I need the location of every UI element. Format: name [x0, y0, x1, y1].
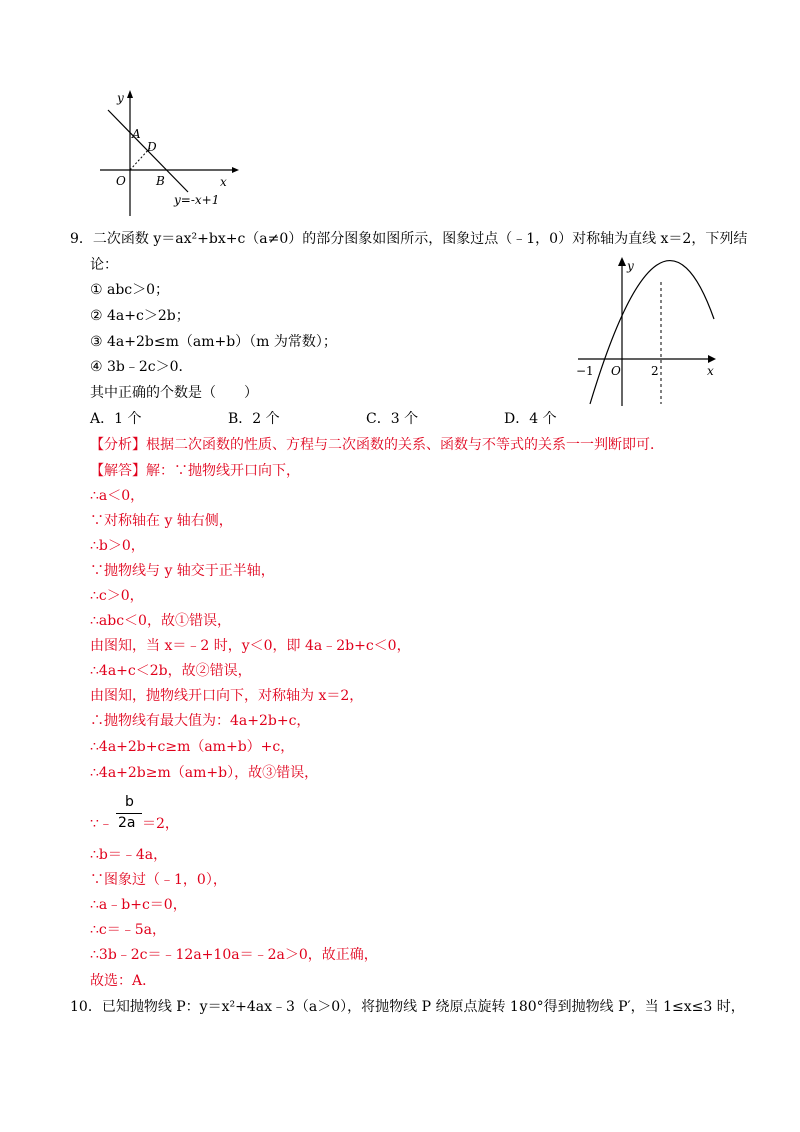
solution-line: ∵抛物线与 y 轴交于正半轴，	[90, 563, 275, 579]
q9-question: 其中正确的个数是（ ）	[90, 385, 258, 401]
q9-minus1-label: −1	[576, 364, 594, 378]
fig8-x-arrow	[232, 167, 239, 173]
q9-x-arrow	[708, 355, 716, 363]
q9-y-arrow	[618, 257, 626, 266]
solution-fraction-denominator: 2a	[118, 815, 136, 831]
solution-line: ∴3b﹣2c＝﹣12a+10a＝﹣2a＞0，故正确，	[90, 947, 378, 963]
q9-option-d: D．4 个	[504, 411, 557, 427]
solution-line: ∴抛物线有最大值为：4a+2b+c，	[90, 713, 311, 729]
solution-line: ∴c＝﹣5a，	[90, 922, 167, 938]
solution-line: ∴c＞0，	[90, 588, 144, 604]
q9-x-label: x	[707, 364, 714, 378]
fig8-d-label: D	[147, 140, 157, 154]
fig8-line-label: y=-x+1	[174, 193, 220, 207]
q9-origin-label: O	[611, 364, 621, 378]
solution-analysis: 【分析】根据二次函数的性质、方程与二次函数的关系、函数与不等式的关系一一判断即可．	[90, 437, 664, 453]
q9-option-c: C．3 个	[366, 411, 419, 427]
fig8-a-label: A	[132, 127, 141, 141]
fig8-y-arrow	[127, 90, 133, 98]
solution-fraction-numerator: b	[125, 794, 134, 810]
q9-parabola-graph	[574, 254, 720, 408]
q9-statement-1: ① abc＞0；	[90, 282, 170, 298]
q9-parabola	[590, 261, 714, 404]
solution-fraction-bar	[116, 813, 142, 814]
solution-final: 故选：A．	[90, 973, 157, 989]
q9-statement-2: ② 4a+c＞2b；	[90, 308, 190, 324]
q9-two-label: 2	[651, 364, 659, 378]
solution-line: ∴4a+2b+c≥m（am+b）+c，	[90, 739, 295, 755]
q9-option-b: B．2 个	[228, 411, 280, 427]
solution-line: ∴b＝﹣4a，	[90, 847, 168, 863]
fig8-o-label: O	[116, 174, 126, 188]
q9-statement-4: ④ 3b﹣2c＞0．	[90, 359, 193, 375]
q9-option-a: A．1 个	[90, 411, 142, 427]
solution-line: 由图知，抛物线开口向下，对称轴为 x＝2，	[90, 688, 364, 704]
fig8-x-label: x	[220, 175, 227, 189]
solution-line: ∴4a+c＜2b，故②错误，	[90, 663, 252, 679]
fig8-graph	[100, 88, 240, 220]
fig8-y-label: y	[117, 91, 124, 105]
solution-answer-head: 【解答】解：∵抛物线开口向下，	[90, 463, 300, 479]
solution-line: ∴a＜0，	[90, 488, 145, 504]
q9-y-label: y	[627, 259, 634, 273]
solution-fraction-prefix: ∵﹣	[90, 816, 113, 832]
q9-stem-line1: 9．二次函数 y＝ax²+bx+c（a≠0）的部分图象如图所示，图象过点（﹣1，0）对称轴为直线 x＝2，下列结	[70, 231, 748, 247]
solution-line: 由图知，当 x＝﹣2 时，y＜0，即 4a﹣2b+c＜0，	[90, 638, 411, 654]
fig8-b-label: B	[156, 174, 165, 188]
q9-statement-3: ③ 4a+2b≤m（am+b）（m 为常数）；	[90, 334, 337, 350]
solution-line: ∵对称轴在 y 轴右侧，	[90, 513, 233, 529]
solution-line: ∵图象过（﹣1，0），	[90, 872, 227, 888]
q9-stem-line2: 论：	[90, 257, 118, 273]
solution-line: ∴4a+2b≥m（am+b），故③错误，	[90, 765, 319, 781]
solution-line: ∴a﹣b+c＝0，	[90, 897, 187, 913]
solution-fraction-suffix: ＝2，	[142, 816, 179, 832]
q10-stem-line1: 10．已知抛物线 P：y＝x²+4ax﹣3（a＞0），将抛物线 P 绕原点旋转 180°得到抛物线 P′，当 1≤x≤3 时，	[70, 999, 745, 1015]
solution-line: ∴b＞0，	[90, 538, 145, 554]
solution-line: ∴abc＜0，故①错误，	[90, 613, 231, 629]
